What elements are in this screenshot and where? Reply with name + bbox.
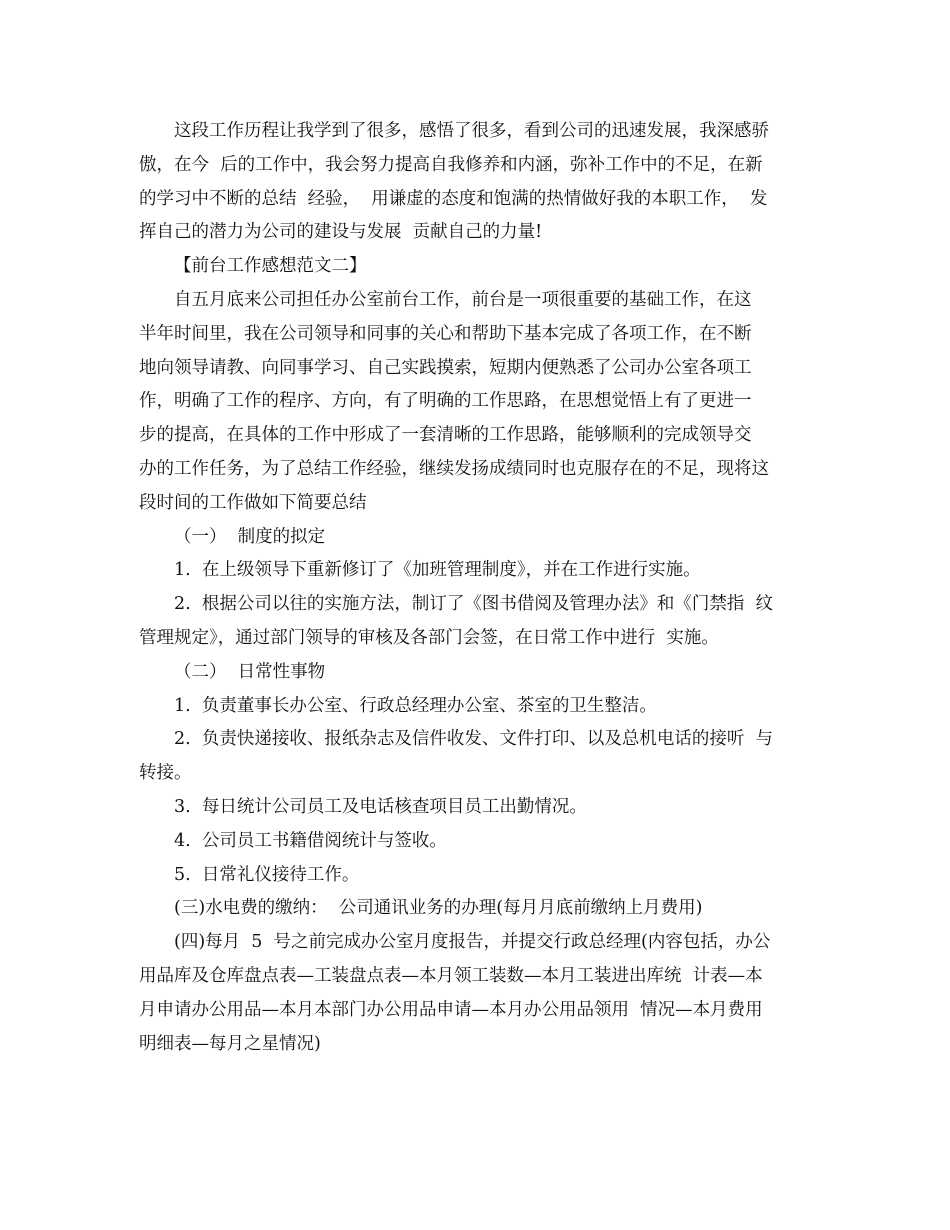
text-line: (三)水电费的缴纳： 公司通讯业务的办理(每月月底前缴纳上月费用): [174, 898, 703, 919]
text-line: 半年时间里，我在公司领导和同事的关心和帮助下基本完成了各项工作，在不断: [139, 323, 752, 344]
text-line: 这段工作历程让我学到了很多，感悟了很多，看到公司的迅速发展，我深感骄: [174, 121, 769, 141]
text-line: 明细表—每月之星情况): [139, 1033, 321, 1054]
section-heading: [139, 250, 813, 284]
text-line: （二） 日常性事物: [174, 661, 326, 682]
text-line: 管理规定》，通过部门领导的审核及各部门会签，在日常工作中进行 实施。: [139, 627, 719, 648]
text-line: 的学习中不断的总结 经验， 用谦虚的态度和饱满的热情做好我的本职工作， 发: [139, 188, 768, 209]
text-line: 傲，在今 后的工作中，我会努力提高自我修养和内涵，弥补工作中的不足，在新: [139, 154, 763, 175]
text-line: 段时间的工作做如下简要总结: [139, 492, 367, 513]
text-line: 转接。: [139, 763, 192, 784]
text-line: 2. 根据公司以往的实施方法，制订了《图书借阅及管理办法》和《门禁指 纹: [174, 594, 773, 615]
text-line: 2. 负责快递接收、报纸杂志及信件收发、文件打印、以及总机电话的接听 与: [174, 729, 773, 750]
list-item: [139, 825, 813, 859]
paragraph-reflection: [139, 115, 813, 250]
subsection-heading: [139, 892, 813, 926]
list-item: [139, 723, 813, 791]
subsection-heading: [139, 656, 813, 690]
list-item: [139, 554, 813, 588]
text-line: (四)每月 5 号之前完成办公室月度报告，并提交行政总经理(内容包括，办公: [174, 932, 771, 953]
text-line: 步的提高，在具体的工作中形成了一套清晰的工作思路，能够顺利的完成领导交: [139, 425, 752, 446]
paragraph-intro: [139, 284, 813, 521]
text-line: 1. 负责董事长办公室、行政总经理办公室、茶室的卫生整洁。: [174, 695, 657, 716]
paragraph-monthly-report: [139, 926, 813, 1061]
text-line: 挥自己的潜力为公司的建设与发展 贡献自己的力量!: [139, 222, 543, 243]
list-item: [139, 791, 813, 825]
list-item: [139, 859, 813, 893]
text-line: 4. 公司员工书籍借阅统计与签收。: [174, 830, 447, 851]
text-line: 月申请办公用品—本月本部门办公用品申请—本月办公用品领用 情况—本月费用: [139, 999, 763, 1020]
text-line: 5. 日常礼仪接待工作。: [174, 864, 360, 885]
text-line: （一） 制度的拟定: [174, 526, 326, 547]
text-line: 【前台工作感想范文二】: [174, 256, 367, 277]
document-body: [139, 115, 813, 1061]
text-line: 办的工作任务，为了总结工作经验，继续发扬成绩同时也克服存在的不足，现将这: [139, 458, 769, 479]
list-item: [139, 690, 813, 724]
text-line: 3. 每日统计公司员工及电话核查项目员工出勤情况。: [174, 796, 587, 817]
text-line: 1. 在上级领导下重新修订了《加班管理制度》，并在工作进行实施。: [174, 560, 701, 581]
text-line: 作，明确了工作的程序、方向，有了明确的工作思路，在思想觉悟上有了更进一: [139, 391, 752, 412]
text-line: 用品库及仓库盘点表—工装盘点表—本月领工装数—本月工装进出库统 计表—本: [139, 965, 763, 986]
list-item: [139, 588, 813, 656]
text-line: 自五月底来公司担任办公室前台工作，前台是一项很重要的基础工作，在这: [174, 289, 752, 310]
subsection-heading: [139, 521, 813, 555]
text-line: 地向领导请教、向同事学习、自己实践摸索，短期内便熟悉了公司办公室各项工: [139, 357, 752, 378]
